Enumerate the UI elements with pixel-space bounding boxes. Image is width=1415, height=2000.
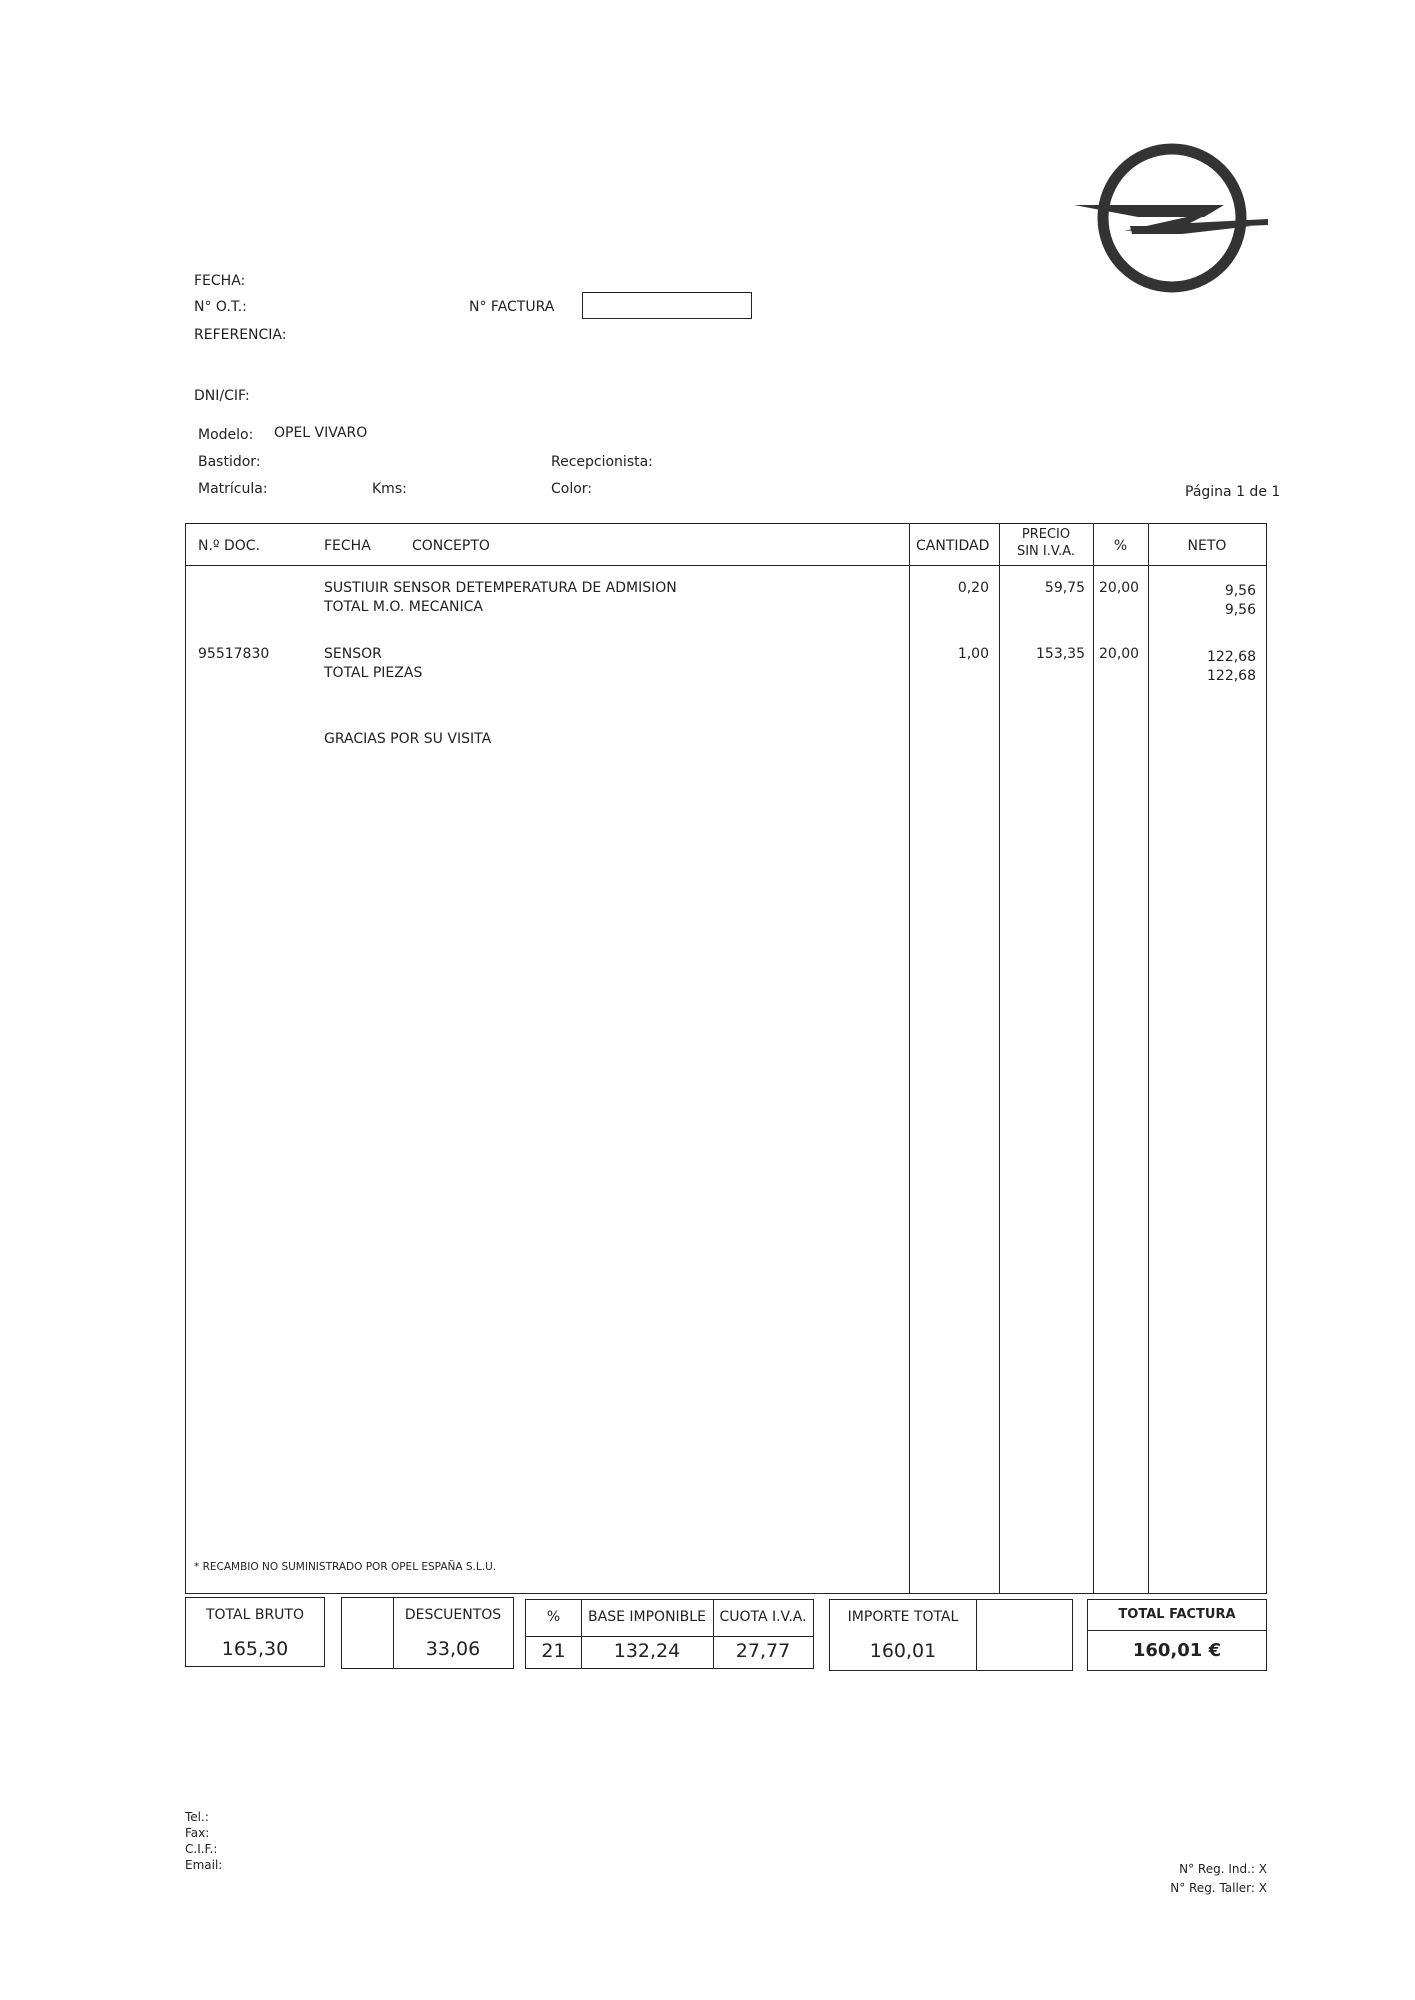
row-subtotal: 122,68 [1207, 668, 1256, 684]
row-neto: 9,56 [1224, 583, 1256, 599]
descuentos-value: 33,06 [425, 1638, 481, 1660]
dni-cif-label: DNI/CIF: [194, 388, 250, 404]
row-subtotal-label: TOTAL M.O. MECANICA [324, 599, 483, 615]
cuota-iva-value: 27,77 [735, 1640, 791, 1662]
page-number: Página 1 de 1 [1185, 484, 1281, 500]
header-percent: % [1113, 538, 1128, 554]
row-percent: 20,00 [1099, 646, 1140, 662]
descuentos-box [341, 1597, 514, 1669]
footer-reg-ind: N° Reg. Ind.: X [1179, 1862, 1267, 1876]
total-bruto-box [185, 1597, 325, 1667]
matricula-label: Matrícula: [198, 481, 268, 497]
row-concepto: SUSTIUIR SENSOR DETEMPERATURA DE ADMISION [324, 580, 677, 596]
row-doc: 95517830 [198, 646, 270, 662]
modelo-label: Modelo: [198, 427, 254, 443]
row-precio: 153,35 [1036, 646, 1085, 662]
referencia-label: REFERENCIA: [194, 327, 287, 343]
factura-number-field [582, 292, 752, 319]
row-cantidad: 1,00 [957, 646, 989, 662]
color-label: Color: [551, 481, 593, 497]
header-neto: NETO [1187, 538, 1227, 554]
column-divider [1148, 524, 1149, 1593]
footer-cif: C.I.F.: [185, 1842, 218, 1856]
column-divider [909, 524, 910, 1593]
iva-percent-label: % [546, 1609, 561, 1625]
bastidor-label: Bastidor: [198, 454, 261, 470]
ot-label: N° O.T.: [194, 299, 247, 315]
header-doc: N.º DOC. [198, 538, 260, 554]
column-divider [999, 524, 1000, 1593]
box-divider [976, 1600, 977, 1670]
box-divider [1088, 1630, 1266, 1631]
tax-box [525, 1599, 814, 1669]
importe-total-value: 160,01 [869, 1640, 937, 1662]
header-sin-iva: SIN I.V.A. [1016, 544, 1076, 559]
base-imponible-label: BASE IMPONIBLE [588, 1609, 706, 1625]
row-concepto: SENSOR [324, 646, 382, 662]
base-imponible-value: 132,24 [613, 1640, 681, 1662]
table-header-divider [186, 565, 1266, 566]
total-factura-box [1087, 1599, 1267, 1671]
row-subtotal: 9,56 [1224, 602, 1256, 618]
row-neto: 122,68 [1207, 649, 1256, 665]
thanks-message: GRACIAS POR SU VISITA [324, 731, 492, 747]
iva-percent-value: 21 [541, 1640, 566, 1662]
row-percent: 20,00 [1099, 580, 1140, 596]
header-cantidad: CANTIDAD [916, 538, 990, 554]
invoice-items-table [185, 523, 1267, 1594]
header-precio: PRECIO [1021, 527, 1071, 542]
opel-logo-icon [1072, 133, 1272, 303]
row-precio: 59,75 [1044, 580, 1085, 596]
kms-label: Kms: [372, 481, 407, 497]
total-bruto-value: 165,30 [221, 1638, 289, 1660]
total-factura-value: 160,01 € [1132, 1640, 1222, 1661]
header-concepto: CONCEPTO [412, 538, 490, 554]
descuentos-label: DESCUENTOS [404, 1607, 502, 1623]
total-bruto-label: TOTAL BRUTO [205, 1607, 304, 1623]
importe-total-box [829, 1599, 1073, 1671]
cuota-iva-label: CUOTA I.V.A. [719, 1609, 807, 1625]
row-cantidad: 0,20 [957, 580, 989, 596]
footnote: * RECAMBIO NO SUMINISTRADO POR OPEL ESPAÑA S.L.U. [194, 1561, 497, 1573]
footer-fax: Fax: [185, 1826, 210, 1840]
fecha-label: FECHA: [194, 273, 246, 289]
footer-reg-taller: N° Reg. Taller: X [1170, 1881, 1267, 1895]
header-fecha: FECHA [324, 538, 371, 554]
footer-tel: Tel.: [185, 1810, 209, 1824]
factura-number-label: N° FACTURA [469, 299, 555, 315]
box-divider [526, 1636, 813, 1637]
recepcionista-label: Recepcionista: [551, 454, 653, 470]
footer-email: Email: [185, 1858, 223, 1872]
total-factura-label: TOTAL FACTURA [1118, 1607, 1236, 1622]
row-subtotal-label: TOTAL PIEZAS [324, 665, 423, 681]
importe-total-label: IMPORTE TOTAL [847, 1609, 959, 1625]
column-divider [1093, 524, 1094, 1593]
modelo-value: OPEL VIVARO [274, 425, 368, 441]
